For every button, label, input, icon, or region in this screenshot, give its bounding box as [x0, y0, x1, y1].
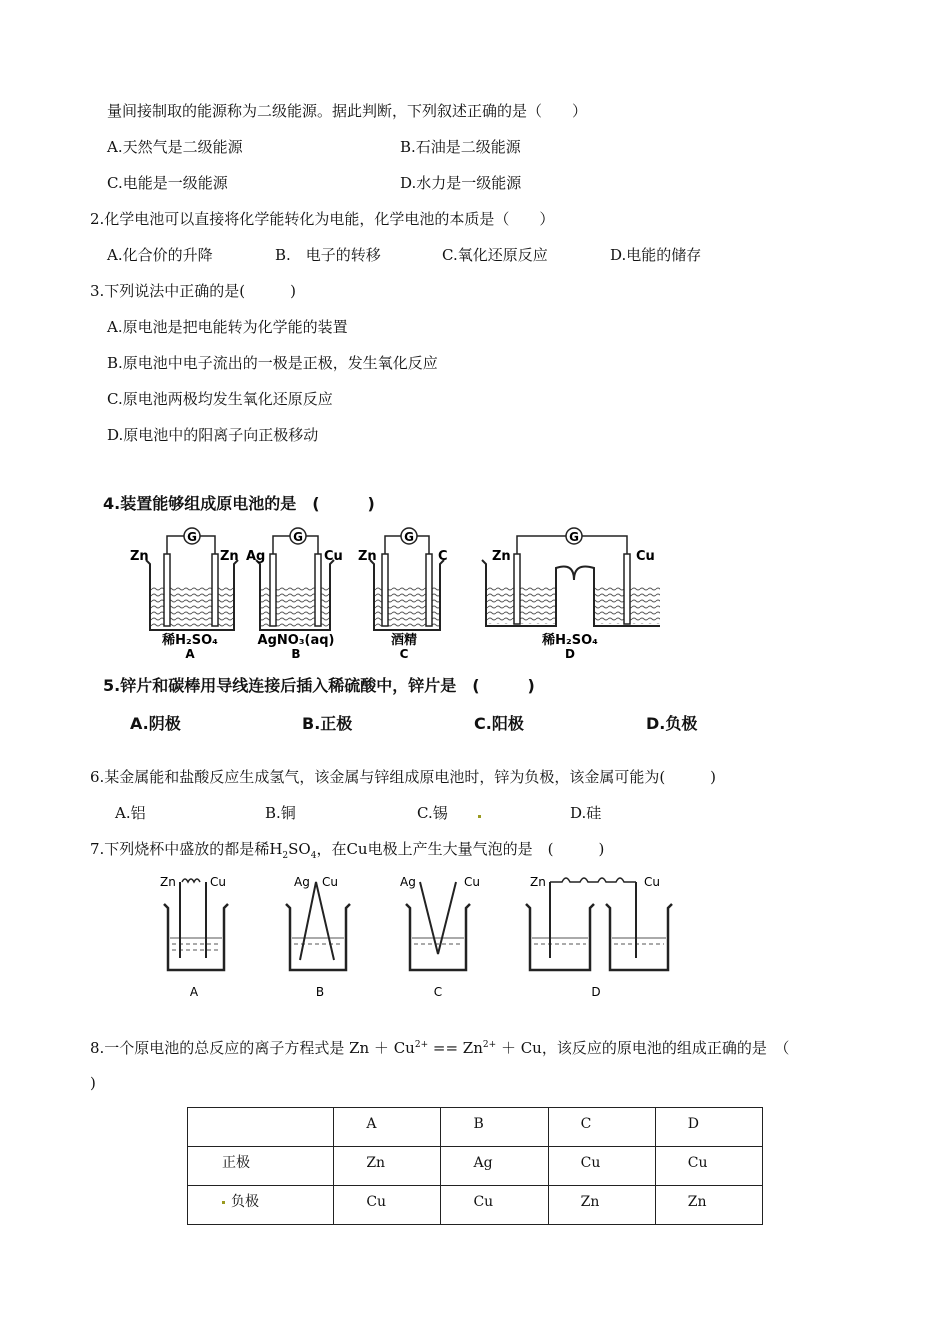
q7-d-right-electrode: Cu: [644, 875, 660, 889]
q6-option-c: C.锡: [417, 804, 448, 822]
q7-d-left-electrode: Zn: [530, 875, 546, 889]
q3-stem: 3.下列说法中正确的是( ): [90, 282, 297, 300]
table-cell: Cu: [655, 1147, 762, 1186]
q2-option-d: D.电能的储存: [610, 246, 702, 264]
q5-stem: 5.锌片和碳棒用导线连接后插入稀硫酸中，锌片是 ( ): [103, 676, 535, 695]
q4-c-galvanometer-label: G: [404, 530, 414, 544]
q7-b-left-electrode: Ag: [294, 875, 310, 889]
table-row: [188, 1147, 763, 1186]
q4-b-left-electrode: Ag: [246, 549, 266, 564]
q7-beaker-c: [400, 875, 480, 999]
q6-option-d: D.硅: [570, 804, 602, 822]
q4-b-letter: B: [291, 647, 301, 661]
q7-b-right-electrode: Cu: [322, 875, 338, 889]
q1-option-d: D.水力是一级能源: [400, 174, 522, 192]
table-cell: D: [655, 1108, 762, 1147]
q1-option-a: A.天然气是二级能源: [107, 138, 243, 156]
table-cell: Cu: [441, 1186, 548, 1225]
q4-a-left-electrode: Zn: [130, 549, 149, 564]
q7-a-letter: A: [189, 985, 199, 999]
q3-option-a: A.原电池是把电能转为化学能的装置: [107, 318, 348, 336]
q7-stem: 7.下列烧杯中盛放的都是稀$H_2SO_4$，在Cu电极上产生大量气泡的是 ( ): [90, 840, 605, 861]
q7-a-right-electrode: Cu: [210, 875, 226, 889]
q4-a-galvanometer-label: G: [187, 530, 197, 544]
q1-stem: 量间接制取的能源称为二级能源。据此判断，下列叙述正确的是（ ）: [107, 102, 588, 120]
q6-option-a: A.铝: [115, 804, 146, 822]
q4-c-right-electrode: C: [438, 549, 448, 564]
q3-option-b: B.原电池中电子流出的一极是正极，发生氧化反应: [107, 354, 438, 372]
table-cell: Zn: [334, 1147, 441, 1186]
table-cell: B: [441, 1108, 548, 1147]
q6-option-b: B.铜: [265, 804, 296, 822]
table-cell: Ag: [441, 1147, 548, 1186]
q5-option-a: A.阴极: [130, 714, 181, 733]
q4-a-right-electrode: Zn: [220, 549, 239, 564]
table-cell: 负极: [188, 1186, 334, 1225]
q4-c-letter: C: [399, 647, 409, 661]
q7-beaker-b: [286, 875, 350, 999]
q4-b-solution: AgNO₃(aq): [257, 633, 335, 648]
q7-b-letter: B: [315, 985, 325, 999]
q5-option-c: C.阳极: [474, 714, 524, 733]
q7-a-left-electrode: Zn: [160, 875, 176, 889]
q3-option-d: D.原电池中的阳离子向正极移动: [107, 426, 319, 444]
table-row: [188, 1186, 763, 1225]
table-cell: Zn: [655, 1186, 762, 1225]
stray-dot: [478, 815, 481, 818]
q4-d-right-electrode: Cu: [636, 549, 655, 564]
table-cell: C: [548, 1108, 655, 1147]
table-cell: A: [334, 1108, 441, 1147]
q4-a-solution: 稀H₂SO₄: [162, 633, 218, 648]
q4-a-letter: A: [185, 647, 195, 661]
table-cell: Cu: [548, 1147, 655, 1186]
q2-option-a: A.化合价的升降: [107, 246, 213, 264]
q7-c-letter: C: [433, 985, 443, 999]
q8-stem: 8.一个原电池的总反应的离子方程式是 $Zn + Cu^{2+} == Zn^{2+} + Cu$，该反应的原电池的组成正确的是 （: [90, 1039, 790, 1057]
q6-stem: 6.某金属能和盐酸反应生成氢气，该金属与锌组成原电池时，锌为负极，该金属可能为( ): [90, 768, 717, 786]
q4-d-solution: 稀H₂SO₄: [542, 633, 598, 648]
q3-option-c: C.原电池两极均发生氧化还原反应: [107, 390, 333, 408]
q4-c-left-electrode: Zn: [358, 549, 377, 564]
q8-answer-table: [187, 1107, 763, 1225]
q4-d-letter: D: [565, 647, 575, 661]
q7-beaker-d: [526, 875, 672, 999]
stray-dot: [222, 1201, 225, 1204]
q5-option-b: B.正极: [302, 714, 353, 733]
q8-stem-line2: ): [90, 1074, 96, 1092]
q4-b-right-electrode: Cu: [324, 549, 343, 564]
table-cell: Zn: [548, 1186, 655, 1225]
q4-beaker-b: [246, 528, 343, 661]
table-header-row: [188, 1108, 763, 1147]
q2-stem: 2.化学电池可以直接将化学能转化为电能，化学电池的本质是（ ）: [90, 210, 555, 228]
q7-apparatus-figure: [150, 868, 680, 1004]
q7-d-letter: D: [591, 985, 601, 999]
q1-option-c: C.电能是一级能源: [107, 174, 228, 192]
q4-beaker-d: [482, 528, 660, 661]
q5-option-d: D.负极: [646, 714, 698, 733]
q7-c-left-electrode: Ag: [400, 875, 416, 889]
q4-beaker-c: [358, 528, 448, 661]
q2-option-b: B. 电子的转移: [275, 246, 381, 264]
q2-option-c: C.氧化还原反应: [442, 246, 548, 264]
q4-beaker-a: [130, 528, 239, 661]
q4-b-galvanometer-label: G: [293, 530, 303, 544]
q7-c-right-electrode: Cu: [464, 875, 480, 889]
q1-option-b: B.石油是二级能源: [400, 138, 521, 156]
q4-stem: 4.装置能够组成原电池的是 ( ): [103, 494, 375, 513]
q7-beaker-a: [160, 875, 228, 999]
table-cell: [188, 1108, 334, 1147]
q4-c-solution: 酒精: [390, 633, 418, 648]
q4-d-left-electrode: Zn: [492, 549, 511, 564]
table-cell: 正极: [188, 1147, 334, 1186]
q4-d-galvanometer-label: G: [569, 530, 579, 544]
table-cell: Cu: [334, 1186, 441, 1225]
q4-apparatus-figure: [120, 520, 660, 662]
